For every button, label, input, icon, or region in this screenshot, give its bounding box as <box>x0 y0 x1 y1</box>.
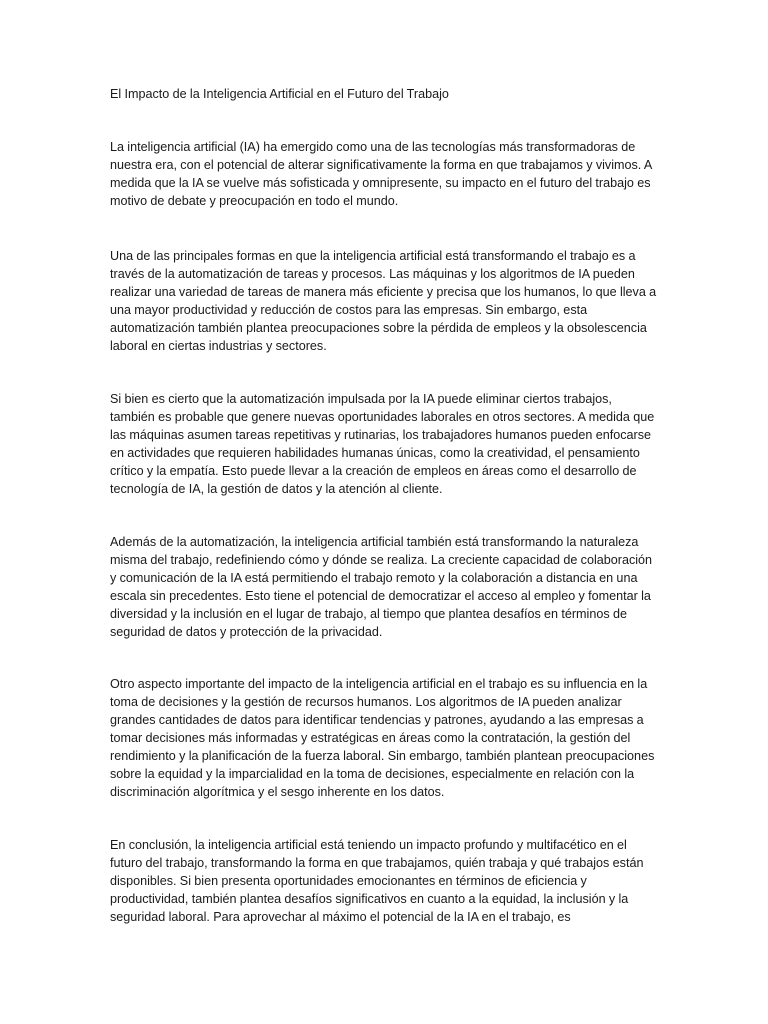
paragraph-introduction: La inteligencia artificial (IA) ha emergido como una de las tecnologías más transformadoras de nuestra era, con el potencial de alterar significativamente la forma en que trabajamos y vivimos. A medida que la IA se vuelve más sofisticada y omnipresente, su impacto en el futuro del trabajo es motivo de debate y preocupación en todo el mundo. <box>110 140 652 208</box>
paragraph-decision-making: Otro aspecto importante del impacto de la inteligencia artificial en el trabajo es su influencia en la toma de decisiones y la gestión de recursos humanos. Los algoritmos de IA pueden analizar grandes cantidades de datos para identificar tendencias y patrones, ayudando a las empresas a tomar decisiones más informadas y estratégicas en áreas como la contratación, la gestión del rendimiento y la planificación de la fuerza laboral. Sin embargo, también plantean preocupaciones sobre la equidad y la imparcialidad en la toma de decisiones, especialmente en relación con la discriminación algorítmica y el sesgo inherente en los datos. <box>110 677 655 799</box>
paragraph-automation: Una de las principales formas en que la inteligencia artificial está transformando el trabajo es a través de la automatización de tareas y procesos. Las máquinas y los algoritmos de IA pueden realizar una variedad de tareas de manera más eficiente y precisa que los humanos, lo que lleva a una mayor productividad y reducción de costos para las empresas. Sin embargo, esta automatización también plantea preocupaciones sobre la pérdida de empleos y la obsolescencia laboral en ciertas industrias y sectores. <box>110 249 657 353</box>
paragraph-nature-of-work: Además de la automatización, la inteligencia artificial también está transformando la naturaleza misma del trabajo, redefiniendo cómo y dónde se realiza. La creciente capacidad de colaboración y comunicación de la IA está permitiendo el trabajo remoto y la colaboración a distancia en una escala sin precedentes. Esto tiene el potencial de democratizar el acceso al empleo y fomentar la diversidad y la inclusión en el lugar de trabajo, al tiempo que plantea desafíos en términos de seguridad de datos y protección de la privacidad. <box>110 535 653 639</box>
paragraph-new-opportunities: Si bien es cierto que la automatización impulsada por la IA puede eliminar ciertos trabajos, también es probable que genere nuevas oportunidades laborales en otros sectores. A medida que las máquinas asumen tareas repetitivas y rutinarias, los trabajadores humanos pueden enfocarse en actividades que requieren habilidades humanas únicas, como la creatividad, el pensamiento crítico y la empatía. Esto puede llevar a la creación de empleos en áreas como el desarrollo de tecnología de IA, la gestión de datos y la atención al cliente. <box>110 392 655 496</box>
document-title: El Impacto de la Inteligencia Artificial en el Futuro del Trabajo <box>110 87 449 101</box>
paragraph-conclusion: En conclusión, la inteligencia artificial está teniendo un impacto profundo y multifacético en el futuro del trabajo, transformando la forma en que trabajamos, quién trabaja y qué trabajos están disponibles. Si bien presenta oportunidades emocionantes en términos de eficiencia y productividad, también plantea desafíos significativos en cuanto a la equidad, la inclusión y la seguridad laboral. Para aprovechar al máximo el potencial de la IA en el trabajo, es <box>110 838 644 924</box>
